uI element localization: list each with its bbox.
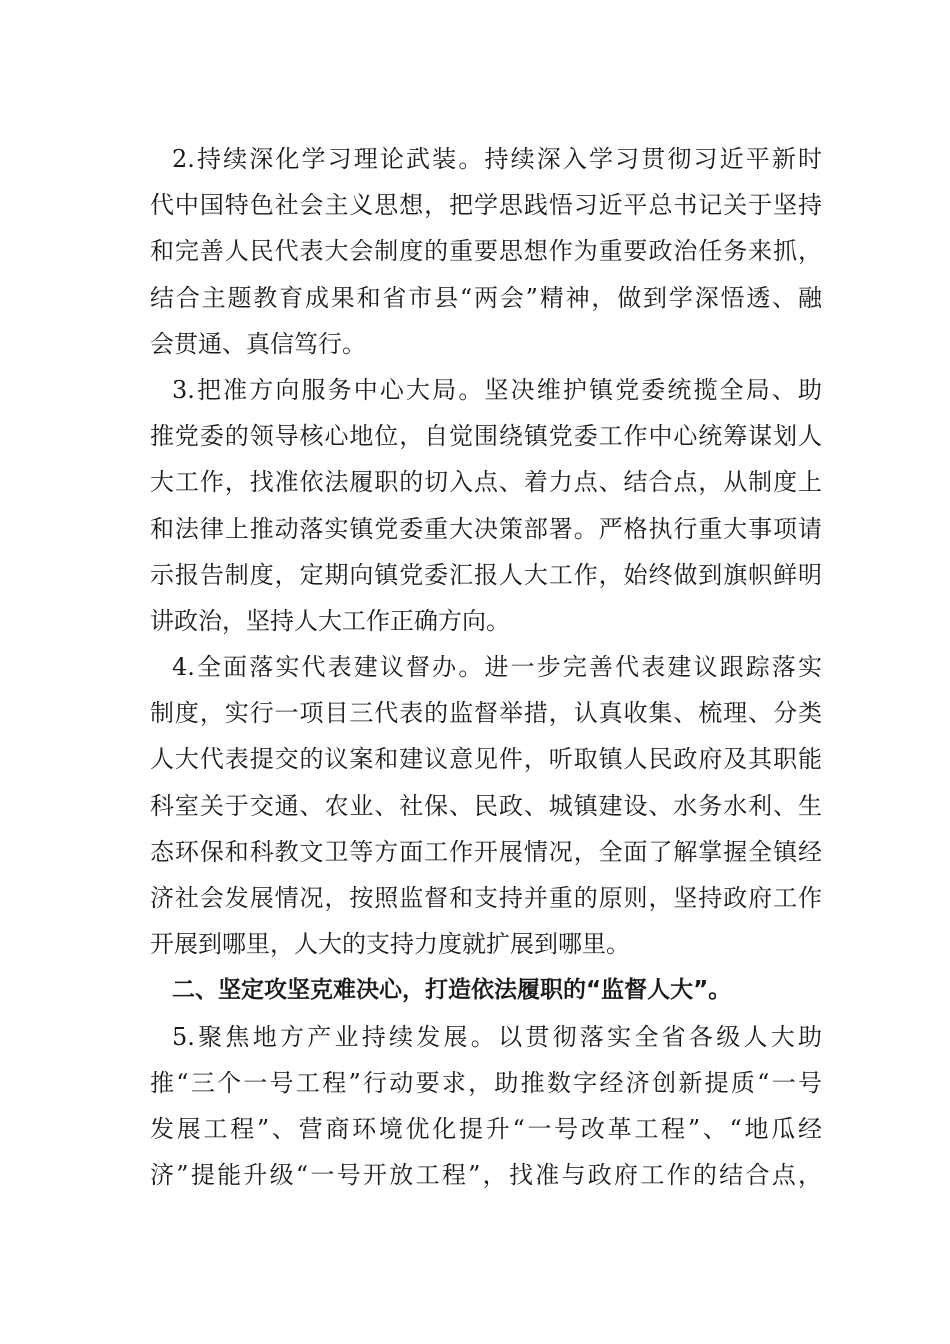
paragraph-3-line-3: 人大代表提交的议案和建议意见件，听取镇人民政府及其职能: [150, 745, 822, 774]
paragraph-2-line-3: 大工作，找准依法履职的切入点、着力点、结合点，从制度上: [150, 468, 822, 497]
paragraph-3-line-1: 4.全面落实代表建议督办。进一步完善代表建议跟踪落实: [172, 653, 822, 682]
paragraph-3-line-5: 态环保和科教文卫等方面工作开展情况，全面了解掌握全镇经: [150, 837, 822, 866]
paragraph-3-line-4: 科室关于交通、农业、社保、民政、城镇建设、水务水利、生: [150, 791, 822, 820]
paragraph-3-line-2: 制度，实行一项目三代表的监督举措，认真收集、梳理、分类: [150, 699, 822, 728]
paragraph-2-line-1: 3.把准方向服务中心大局。坚决维护镇党委统揽全局、助: [172, 375, 822, 404]
section-heading: 二、坚定攻坚克难决心，打造依法履职的“监督人大”。: [172, 977, 732, 1004]
paragraph-5-line-4: 济”提能升级“一号开放工程”，找准与政府工作的结合点，: [150, 1161, 822, 1190]
paragraph-5-line-3: 发展工程”、营商环境优化提升“一号改革工程”、“地瓜经: [150, 1114, 822, 1143]
paragraph-1-line-2: 代中国特色社会主义思想，把学思践悟习近平总书记关于坚持: [150, 191, 822, 220]
paragraph-1-line-5: 会贯通、真信笃行。: [150, 329, 366, 358]
paragraph-1-line-3: 和完善人民代表大会制度的重要思想作为重要政治任务来抓，: [150, 237, 822, 266]
paragraph-2-line-5: 示报告制度，定期向镇党委汇报人大工作，始终做到旗帜鲜明: [150, 560, 822, 589]
document-body: [150, 136, 822, 1198]
paragraph-1-line-1: 2.持续深化学习理论武装。持续深入学习贯彻习近平新时: [172, 145, 822, 173]
paragraph-3-line-7: 开展到哪里，人大的支持力度就扩展到哪里。: [150, 930, 630, 959]
paragraph-2-line-2: 推党委的领导核心地位，自觉围绕镇党委工作中心统筹谋划人: [150, 422, 822, 451]
paragraph-2-line-6: 讲政治，坚持人大工作正确方向。: [150, 606, 510, 635]
paragraph-3-line-6: 济社会发展情况，按照监督和支持并重的原则，坚持政府工作: [150, 884, 822, 912]
paragraph-2-line-4: 和法律上推动落实镇党委重大决策部署。严格执行重大事项请: [150, 514, 822, 543]
paragraph-5-line-1: 5.聚焦地方产业持续发展。以贯彻落实全省各级人大助: [172, 1022, 822, 1051]
paragraph-1-line-4: 结合主题教育成果和省市县“两会”精神，做到学深悟透、融: [150, 283, 822, 312]
paragraph-5-line-2: 推“三个一号工程”行动要求，助推数字经济创新提质“一号: [150, 1068, 822, 1097]
